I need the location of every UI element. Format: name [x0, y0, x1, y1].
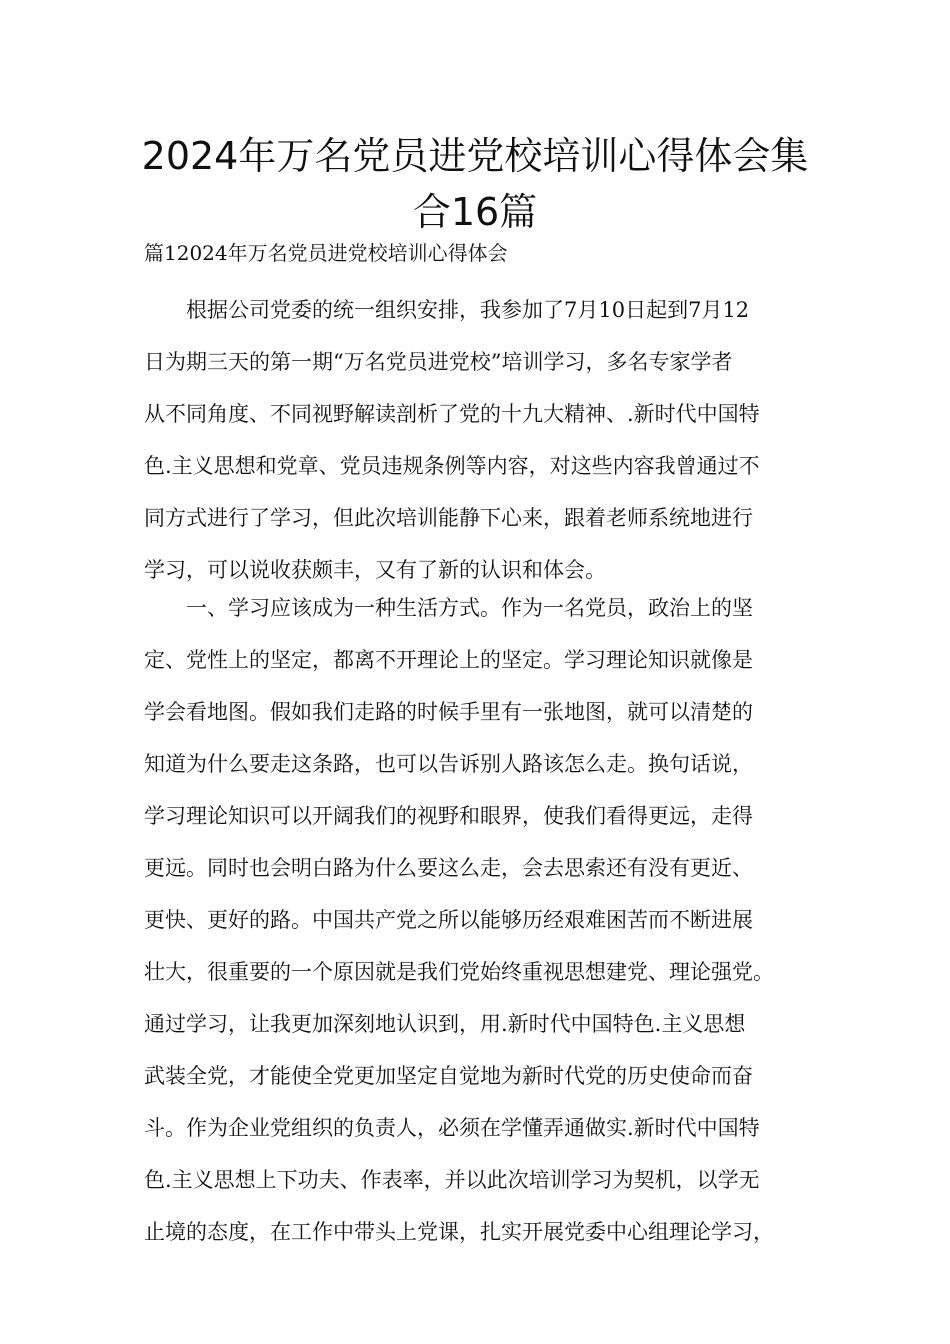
- section-heading: 篇12024年万名党员进党校培训心得体会: [144, 241, 508, 265]
- paragraph-line: 壮大，很重要的一个原因就是我们党始终重视思想建党、理论强党。: [144, 960, 774, 984]
- paragraph-line: 更远。同时也会明白路为什么要这么走，会去思索还有没有更近、: [144, 856, 753, 880]
- paragraph-2: [144, 582, 824, 1258]
- paragraph-1: [144, 284, 824, 596]
- paragraph-line: 学会看地图。假如我们走路的时候手里有一张地图，就可以清楚的: [144, 700, 753, 724]
- paragraph-line: 色.主义思想上下功夫、作表率，并以此次培训学习为契机，以学无: [144, 1168, 760, 1192]
- paragraph-line: 学习，可以说收获颇丰，又有了新的认识和体会。: [144, 558, 606, 582]
- paragraph-line: 根据公司党委的统一组织安排，我参加了7月10日起到7月12: [144, 298, 750, 322]
- paragraph-line: 学习理论知识可以开阔我们的视野和眼界，使我们看得更远，走得: [144, 804, 753, 828]
- paragraph-line: 定、党性上的坚定，都离不开理论上的坚定。学习理论知识就像是: [144, 648, 753, 672]
- paragraph-line: 从不同角度、不同视野解读剖析了党的十九大精神、.新时代中国特: [144, 402, 760, 426]
- title-line-1: 2024年万名党员进党校培训心得体会集: [141, 134, 809, 178]
- paragraph-line: 更快、更好的路。中国共产党之所以能够历经艰难困苦而不断进展: [144, 908, 753, 932]
- title-line-2: 合16篇: [412, 190, 538, 234]
- paragraph-line: 斗。作为企业党组织的负责人，必须在学懂弄通做实.新时代中国特: [144, 1116, 760, 1140]
- document-title: [110, 128, 840, 240]
- paragraph-line: 通过学习，让我更加深刻地认识到，用.新时代中国特色.主义思想: [144, 1012, 746, 1036]
- paragraph-line: 知道为什么要走这条路，也可以告诉别人路该怎么走。换句话说，: [144, 752, 753, 776]
- paragraph-line: 一、学习应该成为一种生活方式。作为一名党员，政治上的坚: [144, 596, 753, 620]
- paragraph-line: 色.主义思想和党章、党员违规条例等内容，对这些内容我曾通过不: [144, 454, 760, 478]
- paragraph-line: 同方式进行了学习，但此次培训能静下心来，跟着老师系统地进行: [144, 506, 753, 530]
- paragraph-line: 日为期三天的第一期“万名党员进党校”培训学习，多名专家学者: [144, 350, 733, 374]
- paragraph-line: 止境的态度，在工作中带头上党课，扎实开展党委中心组理论学习，: [144, 1220, 774, 1244]
- paragraph-line: 武装全党，才能使全党更加坚定自觉地为新时代党的历史使命而奋: [144, 1064, 753, 1088]
